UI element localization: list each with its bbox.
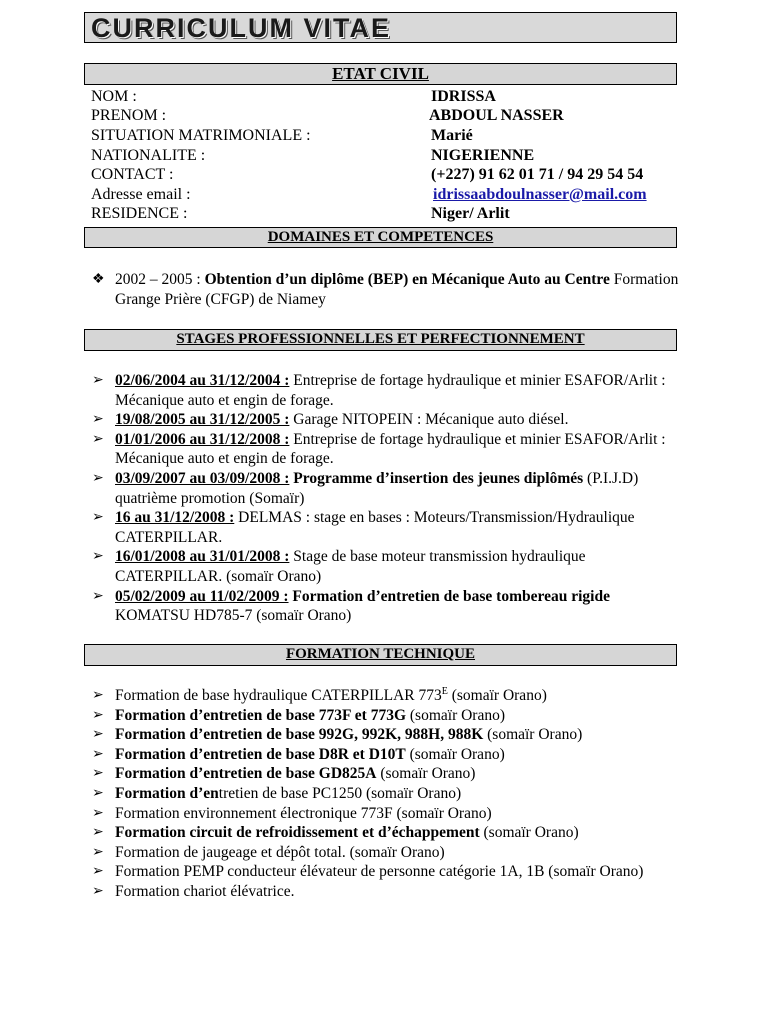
list-item	[92, 410, 682, 430]
item-date: 2002 – 2005 :	[115, 271, 201, 288]
item-text: KOMATSU HD785-7 (somaïr Orano)	[115, 607, 352, 625]
arrow-bullet-icon: ➢	[92, 727, 104, 743]
section-formation	[84, 644, 677, 666]
arrow-bullet-icon: ➢	[92, 412, 104, 428]
section-heading: ETAT CIVIL	[332, 64, 429, 83]
arrow-bullet-icon: ➢	[92, 688, 104, 703]
civil-row-residence	[91, 204, 691, 224]
item-date: 19/08/2005 au 31/12/2005 :	[115, 411, 290, 429]
item-bold-text: Formation d’entretien de base D8R et D10T	[115, 745, 406, 763]
list-item	[92, 508, 682, 547]
civil-label: Adresse email :	[91, 186, 191, 203]
arrow-bullet-icon: ➢	[92, 825, 104, 841]
item-text: Entreprise de fortage hydraulique et minier ESAFOR/Arlit : Mécanique auto et engin de forage.	[115, 372, 666, 409]
item-bold-text: Formation d’entretien de base 992G, 992K, 988H, 988K	[115, 726, 484, 744]
civil-row-nationalite	[91, 146, 691, 166]
civil-row-contact	[91, 165, 691, 185]
formation-list	[92, 686, 682, 902]
item-text: Entreprise de fortage hydraulique et minier ESAFOR/Arlit : Mécanique auto et engin de forage.	[115, 430, 666, 468]
arrow-bullet-icon: ➢	[92, 707, 104, 723]
item-text: tretien de base PC1250 (somaïr Orano)	[218, 784, 462, 802]
item-bold-text: Programme d’insertion des jeunes diplômés	[289, 469, 584, 487]
stages-list	[92, 371, 682, 626]
civil-value: IDRISSA	[431, 88, 496, 105]
item-bold-text: Formation d’entretien de base tombereau rigide	[288, 587, 610, 605]
item-text: Formation environnement électronique 773F (somaïr Orano)	[115, 804, 492, 822]
arrow-bullet-icon: ➢	[92, 431, 104, 447]
arrow-bullet-icon: ➢	[92, 785, 104, 801]
arrow-bullet-icon: ➢	[92, 805, 104, 821]
section-heading: FORMATION TECHNIQUE	[285, 646, 476, 662]
arrow-bullet-icon: ➢	[92, 864, 104, 880]
civil-label: PRENOM :	[91, 107, 167, 124]
item-text: Formation PEMP conducteur élévateur de personne catégorie 1A, 1B (somaïr Orano)	[115, 863, 644, 881]
domaines-list	[92, 270, 682, 309]
list-item	[92, 764, 682, 784]
item-text: Stage de base moteur transmission hydraulique CATERPILLAR. (somaïr Orano)	[115, 548, 586, 585]
civil-label: NATIONALITE :	[91, 147, 206, 164]
item-text: DELMAS : stage en bases : Moteurs/Transmission/Hydraulique CATERPILLAR.	[115, 509, 635, 546]
item-text: (somaïr Orano)	[483, 726, 583, 744]
arrow-bullet-icon: ➢	[92, 373, 104, 388]
item-text: Formation chariot élévatrice.	[115, 882, 295, 900]
list-item	[92, 371, 682, 410]
civil-label: CONTACT :	[91, 166, 174, 183]
arrow-bullet-icon: ➢	[92, 588, 104, 604]
item-superscript: E	[441, 685, 448, 697]
list-item	[92, 686, 682, 706]
civil-row-email	[91, 185, 691, 205]
item-date: 03/09/2007 au 03/09/2008 :	[115, 469, 290, 487]
arrow-bullet-icon: ➢	[92, 766, 104, 782]
civil-row-prenom	[91, 106, 691, 126]
arrow-bullet-icon: ➢	[92, 883, 104, 899]
list-item	[92, 843, 682, 863]
email-link[interactable]: idrissaabdoulnasser@mail.com	[433, 186, 647, 203]
arrow-bullet-icon: ➢	[92, 844, 104, 860]
section-domaines	[84, 227, 677, 248]
civil-label: RESIDENCE :	[91, 205, 188, 222]
section-heading: DOMAINES ET COMPETENCES	[267, 229, 494, 245]
list-item	[92, 587, 682, 626]
section-heading: STAGES PROFESSIONNELLES ET PERFECTIONNEMENT	[176, 331, 585, 347]
item-bold-text: Formation circuit de refroidissement et d’échappement	[115, 824, 480, 842]
list-item	[92, 270, 682, 309]
civil-label: SITUATION MATRIMONIALE :	[91, 127, 311, 144]
item-bold-text: Formation d’en	[115, 784, 219, 802]
civil-value: Marié	[431, 127, 473, 144]
list-item	[92, 862, 682, 882]
item-bold-text: Formation d’entretien de base 773F et 773G	[115, 706, 407, 724]
list-item	[92, 745, 682, 765]
item-text: (somaïr Orano)	[479, 824, 579, 842]
list-item	[92, 430, 682, 469]
civil-value: Niger/ Arlit	[431, 205, 510, 222]
civil-label: NOM :	[91, 88, 137, 105]
diamond-bullet-icon: ❖	[92, 272, 105, 287]
item-text: (P.I.J.D) quatrième promotion (Somaïr)	[115, 469, 639, 507]
civil-value: ABDOUL NASSER	[429, 107, 564, 124]
item-bold-text: Obtention d’un diplôme (BEP) en Mécanique Auto au Centre	[204, 271, 610, 288]
list-item	[92, 784, 682, 804]
document-title: CURRICULUM VITAE	[91, 13, 391, 43]
list-item	[92, 469, 682, 508]
item-date: 02/06/2004 au 31/12/2004 :	[115, 372, 290, 389]
section-stages	[84, 329, 677, 351]
civil-value: NIGERIENNE	[431, 147, 535, 164]
item-date: 16 au 31/12/2008 :	[115, 509, 235, 527]
item-text: Garage NITOPEIN : Mécanique auto diésel.	[289, 411, 569, 429]
arrow-bullet-icon: ➢	[92, 549, 104, 565]
title-box	[84, 12, 677, 43]
arrow-bullet-icon: ➢	[92, 510, 104, 526]
civil-row-nom	[91, 87, 691, 107]
item-text: (somaïr Orano)	[405, 745, 505, 763]
item-text: (somaïr Orano)	[406, 706, 506, 724]
item-date: 16/01/2008 au 31/01/2008 :	[115, 548, 290, 566]
list-item	[92, 804, 682, 824]
item-text: Formation Grange Prière (CFGP) de Niamey	[115, 271, 679, 308]
list-item	[92, 547, 682, 586]
civil-value: (+227) 91 62 01 71 / 94 29 54 54	[431, 166, 644, 183]
arrow-bullet-icon: ➢	[92, 470, 104, 486]
item-text: Formation de base hydraulique CATERPILLAR 773	[115, 687, 442, 704]
item-bold-text: Formation d’entretien de base GD825A	[115, 765, 377, 783]
item-tail: (somaïr Orano)	[447, 687, 547, 704]
list-item	[92, 725, 682, 745]
item-date: 05/02/2009 au 11/02/2009 :	[115, 587, 289, 605]
item-text: (somaïr Orano)	[376, 765, 476, 783]
list-item	[92, 706, 682, 726]
item-text: Formation de jaugeage et dépôt total. (somaïr Orano)	[115, 843, 445, 861]
section-etat-civil	[84, 63, 677, 85]
list-item	[92, 882, 682, 902]
item-date: 01/01/2006 au 31/12/2008 :	[115, 430, 290, 448]
list-item	[92, 823, 682, 843]
arrow-bullet-icon: ➢	[92, 746, 104, 762]
civil-row-situation	[91, 126, 691, 146]
